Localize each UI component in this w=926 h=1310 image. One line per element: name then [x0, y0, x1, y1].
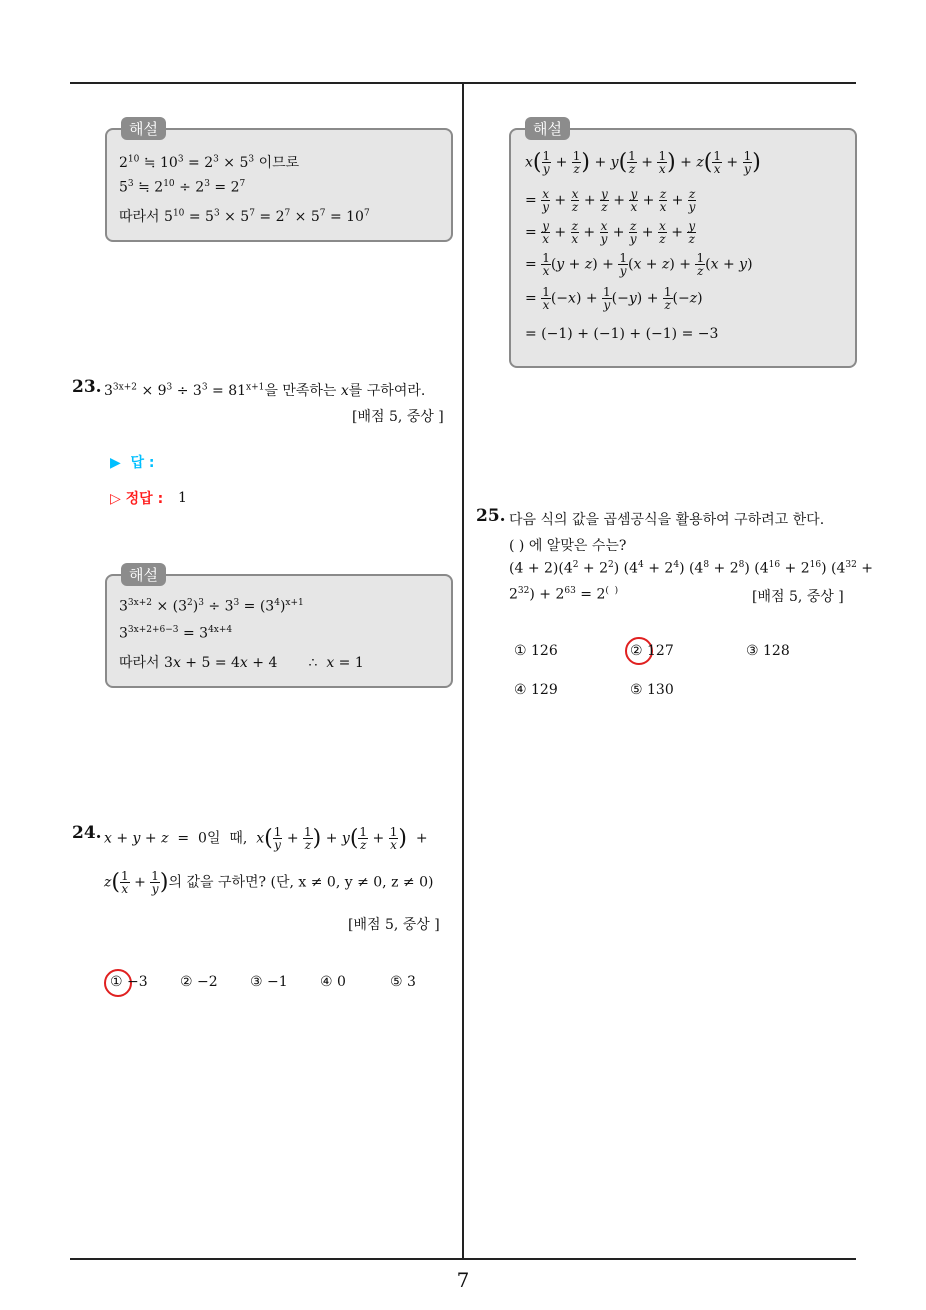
choice-5[interactable]: ⑤ 130 [630, 682, 674, 698]
question-number: 24. [72, 823, 102, 843]
choice-1[interactable]: ① 126 [514, 643, 558, 659]
solution-line: $3^{3x+2+6-3} = 3^{4x+4}$ [119, 625, 233, 642]
solution-line: x( $\frac{1}{y}$ + $\frac{1}{z}$ ) + y( $\frac{1}{z}$ + $\frac{1}{x}$ ) + z( $\frac{1}{x}$ + $\frac{1}{y}$ ) [525, 149, 761, 176]
solution-box-24 [509, 120, 857, 368]
correct-answer-label: ▷ 정답 : [110, 491, 164, 507]
solution-line: 따라서 3x + 5 = 4x + 4 ∴ x = 1 [119, 655, 364, 671]
score-meta: [배점 5, 중상 ] [348, 917, 440, 933]
answer-field-label[interactable]: ▶ 답 : [110, 455, 155, 471]
choice-5[interactable]: ⑤ 3 [390, 974, 416, 990]
choice-1[interactable]: ① −3 [110, 974, 148, 990]
question-text-line2: z( $\frac{1}{x}$ + $\frac{1}{y}$ )의 값을 구하면? (단, x ≠ 0, y ≠ 0, z ≠ 0) [104, 869, 434, 896]
solution-line: = $\frac{x}{y}$ + $\frac{x}{z}$ + $\frac{y}{z}$ + $\frac{y}{x}$ + $\frac{z}{x}$ + $\frac{z}{y}$ [525, 187, 696, 214]
question-text-line1: x + y + z = 0일 때, x( $\frac{1}{y}$ + $\frac{1}{z}$ ) + y( $\frac{1}{z}$ + $\frac{1}{x}$ ) + [104, 825, 428, 852]
solution-line: = $\frac{1}{x}$ (y + z) + $\frac{1}{y}$ (x + z) + $\frac{1}{z}$ (x + y) [525, 251, 753, 278]
choice-4[interactable]: ④ 129 [514, 682, 558, 698]
question-text-line3: $(4 + 2)(4^2 + 2^2)$ $(4^4 + 2^4) (4^8 + 2^8) (4^{16} + 2^{16}) (4^{32}$ + [509, 560, 874, 577]
solution-box-23 [105, 566, 453, 688]
correct-answer-value: 1 [178, 490, 187, 506]
solution-line: $2^{10}$ ≒ $10^3 = 2^3 \times 5^3$ 이므로 [119, 154, 300, 171]
question-text: $3^{3x+2} \times 9^3 \div 3^3 = 81^{x+1}$을 만족하는 x를 구하여라. [104, 382, 426, 399]
page-number: 7 [456, 1268, 470, 1292]
score-meta: [배점 5, 중상 ] [352, 409, 444, 425]
score-meta: [배점 5, 중상 ] [752, 589, 844, 605]
solution-tag: 해설 [121, 563, 166, 586]
choice-4[interactable]: ④ 0 [320, 974, 346, 990]
solution-tag: 해설 [121, 117, 166, 140]
solution-line: = $\frac{1}{x}$ (−x) + $\frac{1}{y}$ (−y) + $\frac{1}{z}$ (−z) [525, 285, 703, 312]
solution-line: $5^3$ ≒ $2^{10} \div 2^3 = 2^7$ [119, 179, 246, 196]
solution-line: 따라서 $5^{10} = 5^3 \times 5^7 = 2^7 \times 5^7 = 10^7$ [119, 208, 370, 225]
choice-2[interactable]: ② −2 [180, 974, 218, 990]
question-number: 23. [72, 377, 102, 397]
column-divider [462, 84, 464, 1260]
question-text-line1: 다음 식의 값을 곱셈공식을 활용하여 구하려고 한다. [509, 512, 825, 528]
choice-3[interactable]: ③ 128 [746, 643, 790, 659]
solution-line: = (−1) + (−1) + (−1) = −3 [525, 326, 719, 342]
solution-line: $3^{3x+2} \times (3^2)^3 \div 3^3 = (3^4)^{x+1}$ [119, 598, 304, 615]
choice-2[interactable]: ② 127 [630, 643, 674, 659]
question-text-line2: ( ) 에 알맞은 수는? [509, 538, 627, 554]
choice-3[interactable]: ③ −1 [250, 974, 288, 990]
solution-box-22 [105, 120, 453, 242]
solution-line: = $\frac{y}{x}$ + $\frac{z}{x}$ + $\frac{x}{y}$ + $\frac{z}{y}$ + $\frac{x}{z}$ + $\frac{y}{z}$ [525, 219, 696, 246]
question-text-tail: 의 값을 구하면? (단, x ≠ 0, y ≠ 0, z ≠ 0) [168, 874, 434, 891]
bottom-rule [70, 1258, 856, 1260]
solution-tag: 해설 [525, 117, 570, 140]
question-number: 25. [476, 506, 506, 526]
question-text-line4: $2^{32}) + 2^{63} = 2^{( )}$ [509, 586, 619, 603]
